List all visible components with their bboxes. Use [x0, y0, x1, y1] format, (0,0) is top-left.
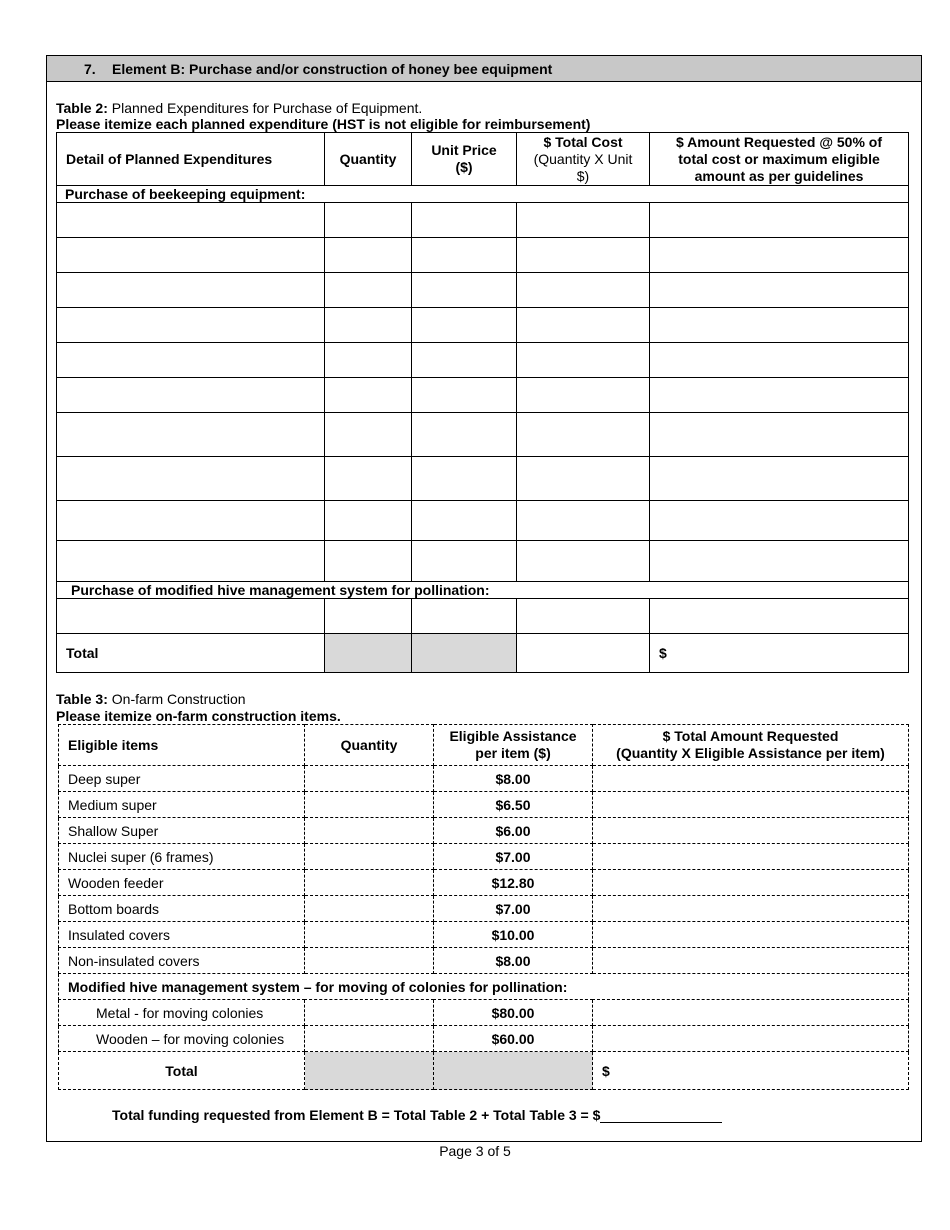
amount-input[interactable]	[593, 870, 909, 896]
cell-input[interactable]	[517, 273, 650, 308]
assistance-rate: $8.00	[434, 766, 593, 792]
cell-input[interactable]	[57, 501, 325, 541]
table-row	[59, 844, 909, 870]
cell-input[interactable]	[517, 378, 650, 413]
cell-input[interactable]	[57, 457, 325, 501]
table-row	[59, 766, 909, 792]
cell-input[interactable]	[412, 203, 517, 238]
total-row	[59, 1052, 909, 1090]
cell-input[interactable]	[650, 238, 909, 273]
eligible-item: Insulated covers	[59, 922, 305, 948]
cell-input[interactable]	[325, 378, 412, 413]
on-farm-construction-table	[58, 724, 909, 1090]
assistance-rate: $6.00	[434, 818, 593, 844]
shaded-cell	[325, 634, 412, 673]
amount-input[interactable]	[593, 766, 909, 792]
quantity-input[interactable]	[305, 1026, 434, 1052]
table-row	[57, 501, 909, 541]
cell-input[interactable]	[412, 599, 517, 634]
section-header	[47, 56, 921, 82]
table-row	[59, 1000, 909, 1026]
cell-input[interactable]	[412, 501, 517, 541]
cell-input[interactable]	[517, 308, 650, 343]
quantity-input[interactable]	[305, 870, 434, 896]
quantity-input[interactable]	[305, 844, 434, 870]
table-row	[59, 896, 909, 922]
total-cost-input[interactable]	[517, 634, 650, 673]
section-title: Element B: Purchase and/or construction of honey bee equipment	[112, 61, 553, 77]
table-row	[57, 541, 909, 582]
group-modified-hive: Modified hive management system – for moving of colonies for pollination:	[59, 974, 909, 1000]
assistance-rate: $60.00	[434, 1026, 593, 1052]
cell-input[interactable]	[57, 413, 325, 457]
cell-input[interactable]	[650, 457, 909, 501]
assistance-rate: $10.00	[434, 922, 593, 948]
cell-input[interactable]	[412, 308, 517, 343]
amount-input[interactable]	[593, 844, 909, 870]
eligible-item: Bottom boards	[59, 896, 305, 922]
table-row	[57, 599, 909, 634]
assistance-rate: $8.00	[434, 948, 593, 974]
assistance-rate: $80.00	[434, 1000, 593, 1026]
col-eligible-assistance: Eligible Assistance per item ($)	[434, 725, 593, 766]
total-amount[interactable]: $	[593, 1052, 909, 1090]
cell-input[interactable]	[325, 203, 412, 238]
col-quantity: Quantity	[325, 133, 412, 186]
cell-input[interactable]	[412, 413, 517, 457]
cell-input[interactable]	[650, 273, 909, 308]
cell-input[interactable]	[412, 273, 517, 308]
cell-input[interactable]	[57, 599, 325, 634]
cell-input[interactable]	[57, 541, 325, 582]
shaded-cell	[305, 1052, 434, 1090]
quantity-input[interactable]	[305, 896, 434, 922]
total-row	[57, 634, 909, 673]
cell-input[interactable]	[325, 413, 412, 457]
col-total-cost: $ Total Cost (Quantity X Unit $)	[517, 133, 650, 186]
amount-input[interactable]	[593, 896, 909, 922]
cell-input[interactable]	[57, 378, 325, 413]
cell-input[interactable]	[412, 378, 517, 413]
cell-input[interactable]	[325, 238, 412, 273]
cell-input[interactable]	[325, 273, 412, 308]
quantity-input[interactable]	[305, 948, 434, 974]
section-number: 7.	[84, 61, 96, 77]
cell-input[interactable]	[650, 541, 909, 582]
shaded-cell	[434, 1052, 593, 1090]
cell-input[interactable]	[412, 541, 517, 582]
cell-input[interactable]	[517, 343, 650, 378]
eligible-item: Shallow Super	[59, 818, 305, 844]
table-row	[59, 870, 909, 896]
table-row	[57, 203, 909, 238]
col-detail: Detail of Planned Expenditures	[57, 133, 325, 186]
cell-input[interactable]	[517, 457, 650, 501]
assistance-rate: $12.80	[434, 870, 593, 896]
cell-input[interactable]	[325, 457, 412, 501]
amount-input[interactable]	[593, 792, 909, 818]
table-row	[59, 792, 909, 818]
table-row	[57, 378, 909, 413]
cell-input[interactable]	[650, 599, 909, 634]
col-unit-price: Unit Price ($)	[412, 133, 517, 186]
table-row	[57, 273, 909, 308]
quantity-input[interactable]	[305, 818, 434, 844]
cell-input[interactable]	[325, 343, 412, 378]
cell-input[interactable]	[412, 343, 517, 378]
page-number: Page 3 of 5	[439, 1143, 511, 1159]
total-label: Total	[59, 1052, 305, 1090]
eligible-item: Non-insulated covers	[59, 948, 305, 974]
eligible-item: Wooden – for moving colonies	[59, 1026, 305, 1052]
table-row	[59, 948, 909, 974]
col-quantity: Quantity	[305, 725, 434, 766]
cell-input[interactable]	[650, 501, 909, 541]
table3-caption: Table 3: On-farm Construction	[56, 691, 246, 707]
cell-input[interactable]	[57, 308, 325, 343]
cell-input[interactable]	[650, 343, 909, 378]
cell-input[interactable]	[650, 378, 909, 413]
cell-input[interactable]	[412, 238, 517, 273]
total-label: Total	[57, 634, 325, 673]
group-modified-hive: Purchase of modified hive management system for pollination:	[57, 582, 909, 599]
table2-instruction: Please itemize each planned expenditure (HST is not eligible for reimbursement)	[56, 116, 591, 132]
cell-input[interactable]	[57, 343, 325, 378]
col-eligible-items: Eligible items	[59, 725, 305, 766]
table-row	[57, 457, 909, 501]
col-amount-requested: $ Amount Requested @ 50% of total cost or maximum eligible amount as per guidelines	[650, 133, 909, 186]
eligible-item: Wooden feeder	[59, 870, 305, 896]
table-row	[57, 413, 909, 457]
table-row	[59, 1026, 909, 1052]
cell-input[interactable]	[325, 541, 412, 582]
quantity-input[interactable]	[305, 922, 434, 948]
cell-input[interactable]	[325, 599, 412, 634]
cell-input[interactable]	[517, 599, 650, 634]
cell-input[interactable]	[517, 413, 650, 457]
planned-expenditures-table	[56, 132, 909, 673]
table-row	[59, 922, 909, 948]
cell-input[interactable]	[650, 203, 909, 238]
cell-input[interactable]	[57, 203, 325, 238]
table-row	[59, 818, 909, 844]
table-row	[57, 308, 909, 343]
assistance-rate: $7.00	[434, 896, 593, 922]
cell-input[interactable]	[517, 238, 650, 273]
col-total-requested: $ Total Amount Requested (Quantity X Eligible Assistance per item)	[593, 725, 909, 766]
cell-input[interactable]	[517, 501, 650, 541]
group-beekeeping: Purchase of beekeeping equipment:	[57, 186, 909, 203]
amount-input[interactable]	[593, 922, 909, 948]
quantity-input[interactable]	[305, 1000, 434, 1026]
eligible-item: Nuclei super (6 frames)	[59, 844, 305, 870]
eligible-item: Deep super	[59, 766, 305, 792]
grand-total-input[interactable]	[600, 1108, 722, 1123]
amount-input[interactable]	[593, 1000, 909, 1026]
amount-input[interactable]	[593, 1026, 909, 1052]
grand-total-line: Total funding requested from Element B = Total Table 2 + Total Table 3 = $	[112, 1107, 722, 1123]
table2-caption: Table 2: Planned Expenditures for Purchase of Equipment.	[56, 100, 423, 116]
table-row	[57, 343, 909, 378]
table-row	[57, 238, 909, 273]
assistance-rate: $7.00	[434, 844, 593, 870]
amount-input[interactable]	[593, 948, 909, 974]
assistance-rate: $6.50	[434, 792, 593, 818]
cell-input[interactable]	[517, 203, 650, 238]
table3-instruction: Please itemize on-farm construction items.	[56, 708, 341, 724]
quantity-input[interactable]	[305, 792, 434, 818]
cell-input[interactable]	[650, 308, 909, 343]
eligible-item: Metal - for moving colonies	[59, 1000, 305, 1026]
cell-input[interactable]	[517, 541, 650, 582]
cell-input[interactable]	[325, 308, 412, 343]
shaded-cell	[412, 634, 517, 673]
cell-input[interactable]	[325, 501, 412, 541]
total-amount[interactable]: $	[650, 634, 909, 673]
cell-input[interactable]	[57, 273, 325, 308]
cell-input[interactable]	[412, 457, 517, 501]
cell-input[interactable]	[650, 413, 909, 457]
cell-input[interactable]	[57, 238, 325, 273]
eligible-item: Medium super	[59, 792, 305, 818]
amount-input[interactable]	[593, 818, 909, 844]
quantity-input[interactable]	[305, 766, 434, 792]
